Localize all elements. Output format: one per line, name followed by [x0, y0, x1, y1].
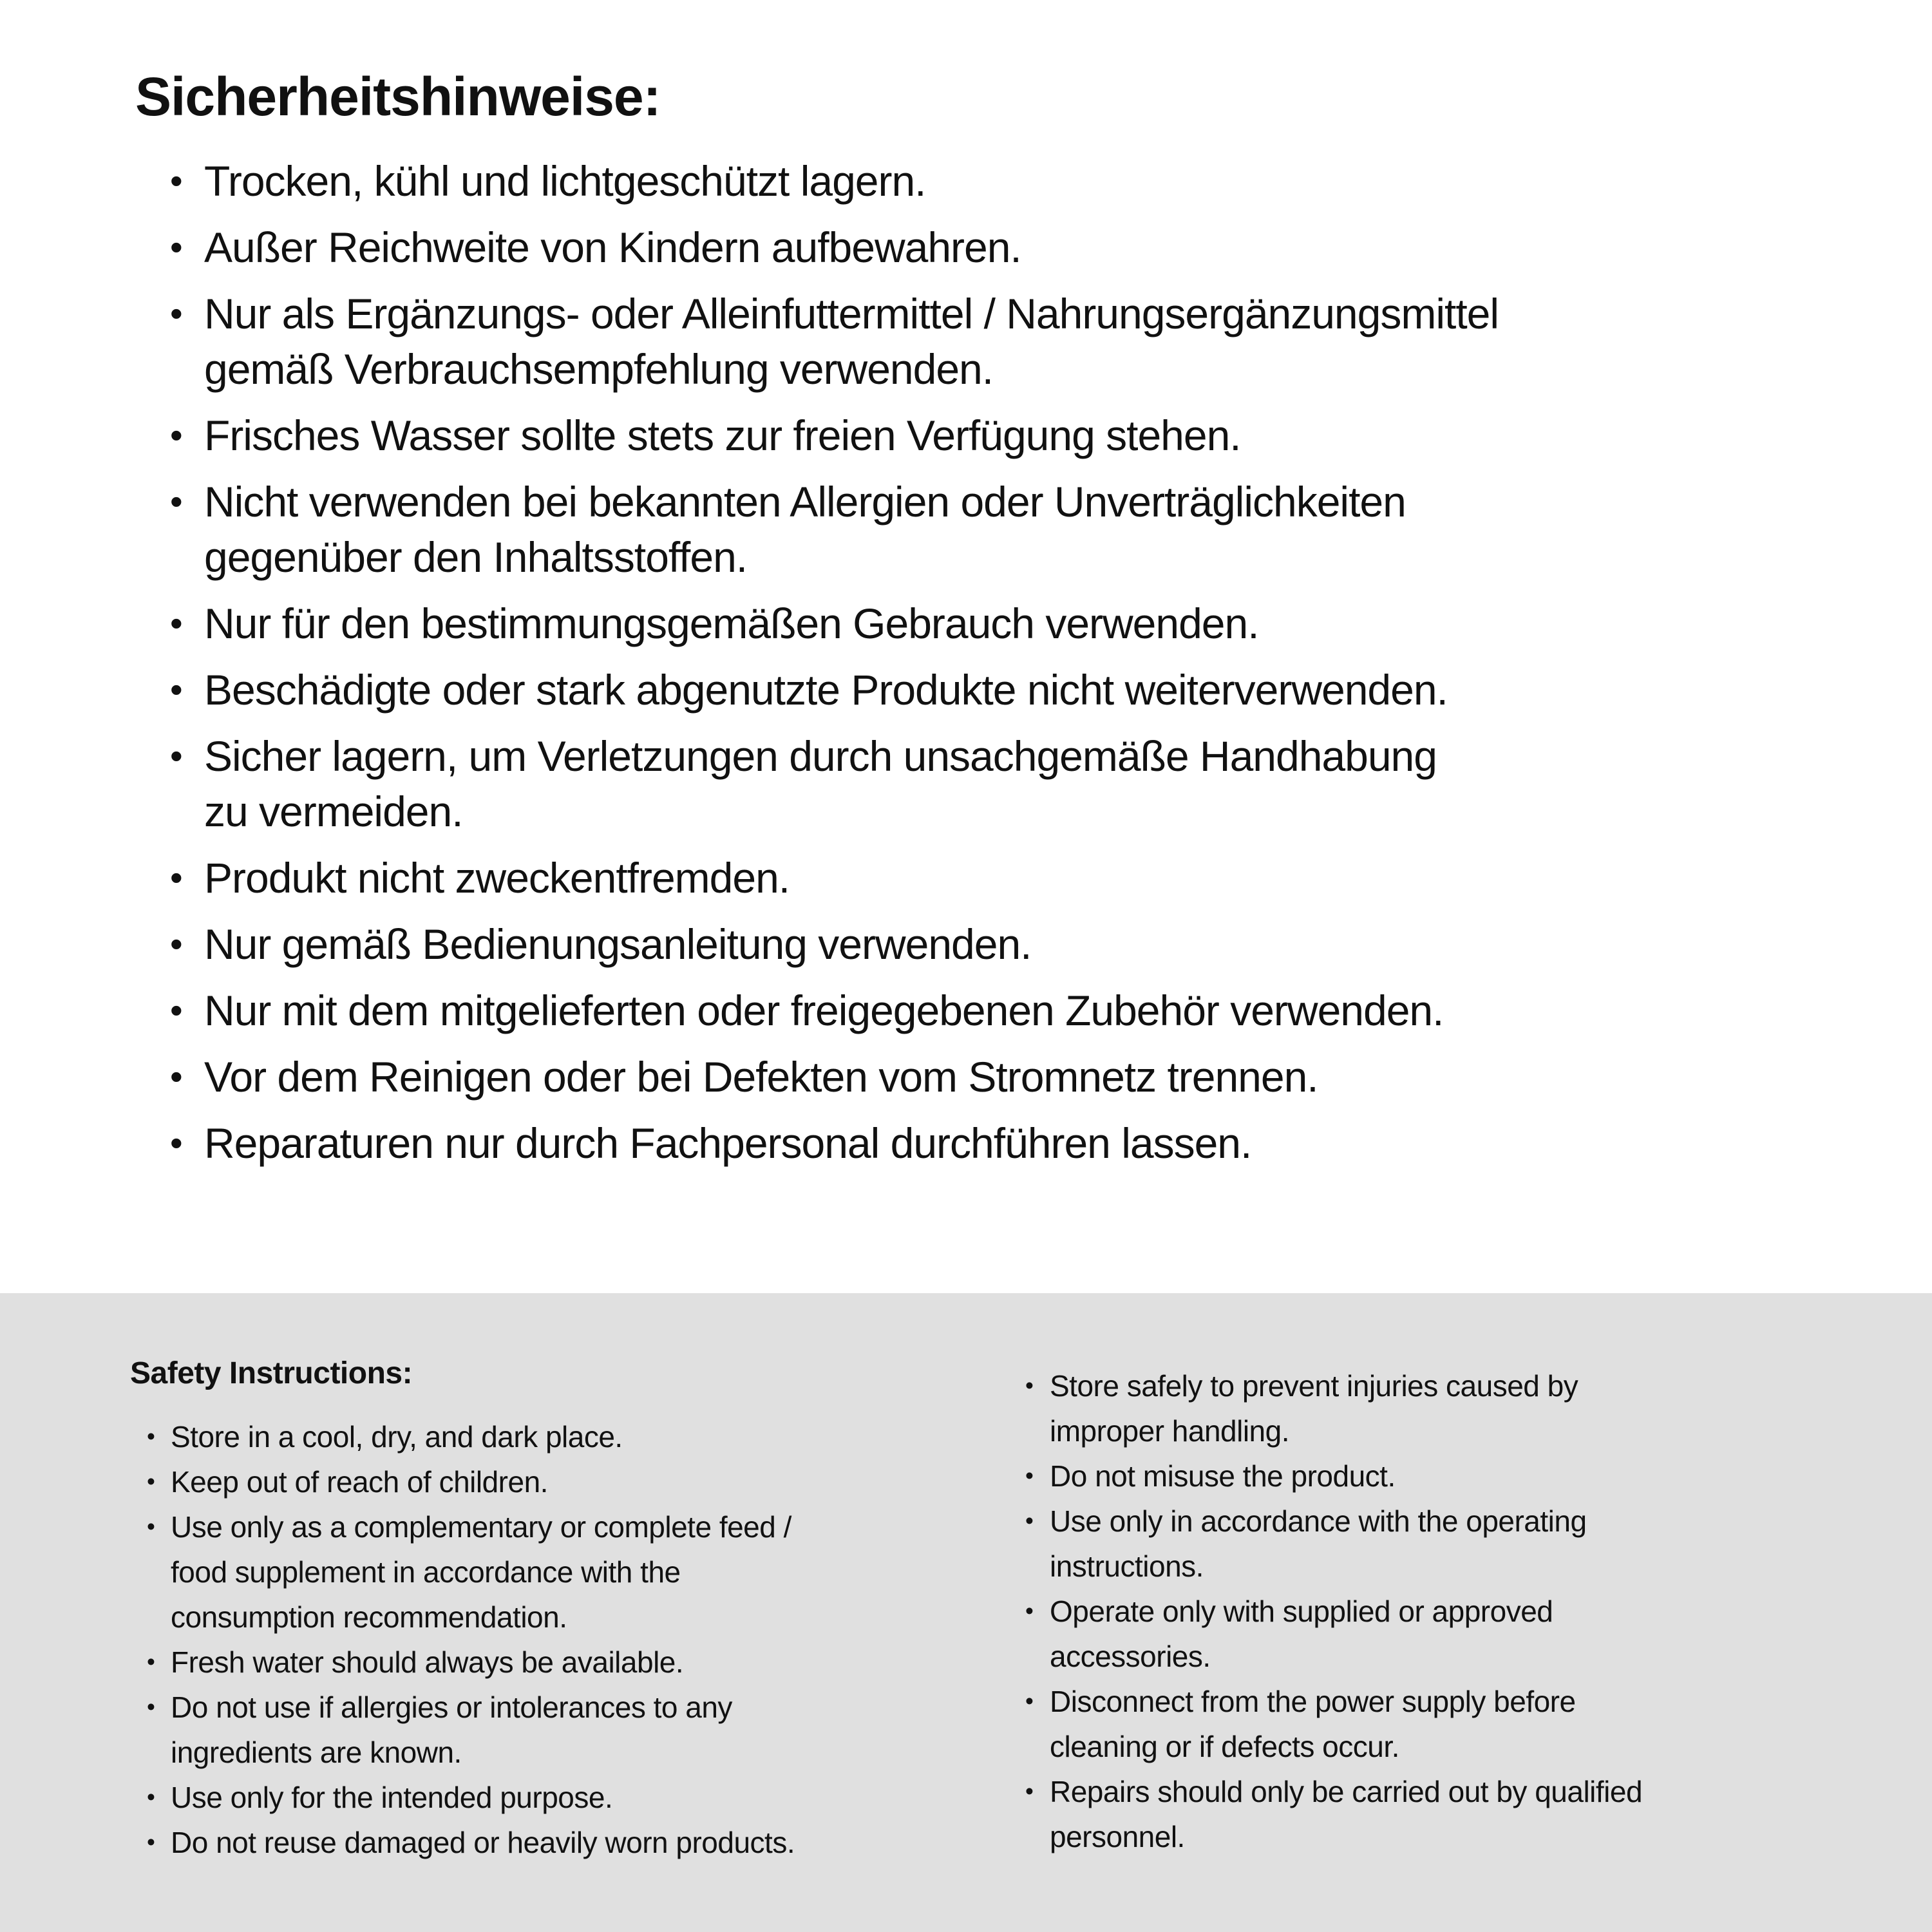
bullet-icon: •	[1025, 1688, 1034, 1714]
bullet-icon: •	[147, 1784, 155, 1810]
bullet-icon: •	[1025, 1463, 1034, 1489]
list-item-line: Operate only with supplied or approved	[1050, 1595, 1553, 1628]
list-item-line: Nur als Ergänzungs- oder Alleinfuttermittel / Nahrungsergänzungsmittel	[204, 290, 1499, 337]
list-item-line: Do not use if allergies or intolerances to any	[171, 1690, 732, 1724]
bullet-icon: •	[170, 923, 182, 964]
bullet-icon: •	[1025, 1372, 1034, 1399]
list-item	[130, 1685, 993, 1775]
list-item-line: Fresh water should always be available.	[171, 1645, 684, 1679]
list-item	[170, 850, 1855, 905]
list-item-line: Frisches Wasser sollte stets zur freien Verfügung stehen.	[204, 412, 1241, 459]
bullet-icon: •	[170, 1122, 182, 1163]
list-item	[170, 153, 1855, 209]
list-item	[170, 474, 1855, 585]
bullet-icon: •	[170, 669, 182, 710]
list-item	[170, 408, 1855, 463]
list-item	[1025, 1363, 1882, 1454]
list-item-line: Disconnect from the power supply before	[1050, 1685, 1576, 1718]
bullet-icon: •	[170, 293, 182, 334]
english-section	[0, 1293, 1932, 1932]
german-heading: Sicherheitshinweise:	[135, 66, 661, 127]
list-item	[170, 916, 1855, 972]
list-item-line: Nur für den bestimmungsgemäßen Gebrauch verwenden.	[204, 600, 1259, 647]
list-item-line: accessories.	[1050, 1640, 1211, 1673]
bullet-icon: •	[170, 735, 182, 776]
bullet-icon: •	[1025, 1778, 1034, 1804]
list-item	[1025, 1769, 1882, 1859]
list-item-line: Nur gemäß Bedienungsanleitung verwenden.	[204, 920, 1032, 968]
list-item-line: Produkt nicht zweckentfremden.	[204, 854, 790, 902]
english-heading: Safety Instructions:	[130, 1356, 413, 1390]
list-item	[170, 983, 1855, 1038]
bullet-icon: •	[147, 1649, 155, 1675]
list-item	[130, 1640, 993, 1685]
bullet-icon: •	[170, 160, 182, 201]
list-item	[170, 596, 1855, 651]
bullet-icon: •	[147, 1423, 155, 1450]
bullet-icon: •	[170, 1056, 182, 1097]
list-item	[1025, 1679, 1882, 1769]
german-safety-list	[170, 153, 1855, 1171]
list-item	[130, 1459, 993, 1504]
bullet-icon: •	[170, 415, 182, 455]
list-item-line: improper handling.	[1050, 1414, 1290, 1448]
list-item	[1025, 1589, 1882, 1679]
list-item	[170, 1115, 1855, 1171]
list-item-line: Use only for the intended purpose.	[171, 1781, 613, 1814]
list-item-line: Use only as a complementary or complete feed /	[171, 1510, 791, 1544]
list-item	[170, 286, 1855, 397]
english-safety-list-right	[1025, 1363, 1882, 1859]
bullet-icon: •	[170, 481, 182, 522]
list-item	[130, 1414, 993, 1459]
list-item	[170, 1049, 1855, 1104]
bullet-icon: •	[147, 1694, 155, 1720]
list-item	[1025, 1499, 1882, 1589]
list-item-line: instructions.	[1050, 1549, 1204, 1583]
english-right-column	[1025, 1358, 1882, 1859]
bullet-icon: •	[170, 857, 182, 898]
bullet-icon: •	[1025, 1508, 1034, 1534]
list-item	[130, 1775, 993, 1820]
list-item-line: Trocken, kühl und lichtgeschützt lagern.	[204, 157, 926, 205]
list-item-line: ingredients are known.	[171, 1736, 462, 1769]
list-item-line: Beschädigte oder stark abgenutzte Produkte nicht weiterverwenden.	[204, 666, 1448, 714]
list-item-line: Use only in accordance with the operating	[1050, 1504, 1587, 1538]
list-item-line: food supplement in accordance with the	[171, 1555, 681, 1589]
english-left-column	[130, 1358, 993, 1865]
list-item	[130, 1504, 993, 1640]
list-item-line: Do not misuse the product.	[1050, 1459, 1396, 1493]
list-item	[170, 728, 1855, 839]
bullet-icon: •	[147, 1468, 155, 1495]
bullet-icon: •	[170, 227, 182, 267]
list-item	[1025, 1454, 1882, 1499]
list-item-line: consumption recommendation.	[171, 1600, 567, 1634]
list-item-line: Nur mit dem mitgelieferten oder freigegebenen Zubehör verwenden.	[204, 987, 1444, 1034]
list-item-line: Repairs should only be carried out by qualified	[1050, 1775, 1643, 1808]
bullet-icon: •	[147, 1513, 155, 1540]
list-item-line: Sicher lagern, um Verletzungen durch unsachgemäße Handhabung	[204, 732, 1437, 780]
list-item	[170, 662, 1855, 717]
list-item-line: Außer Reichweite von Kindern aufbewahren.	[204, 223, 1021, 271]
list-item-line: Vor dem Reinigen oder bei Defekten vom Stromnetz trennen.	[204, 1053, 1318, 1101]
list-item-line: cleaning or if defects occur.	[1050, 1730, 1399, 1763]
list-item-line: Store safely to prevent injuries caused by	[1050, 1369, 1578, 1403]
list-item-line: gemäß Verbrauchsempfehlung verwenden.	[204, 345, 994, 393]
bullet-icon: •	[1025, 1598, 1034, 1624]
bullet-icon: •	[170, 603, 182, 643]
list-item-line: Reparaturen nur durch Fachpersonal durchführen lassen.	[204, 1119, 1252, 1167]
bullet-icon: •	[170, 990, 182, 1030]
bullet-icon: •	[147, 1829, 155, 1855]
list-item-line: Keep out of reach of children.	[171, 1465, 548, 1499]
list-item-line: Nicht verwenden bei bekannten Allergien oder Unverträglichkeiten	[204, 478, 1406, 526]
english-safety-list-left	[130, 1414, 993, 1865]
list-item	[170, 220, 1855, 275]
list-item-line: Do not reuse damaged or heavily worn products.	[171, 1826, 795, 1859]
list-item-line: Store in a cool, dry, and dark place.	[171, 1420, 623, 1454]
list-item	[130, 1820, 993, 1865]
list-item-line: personnel.	[1050, 1820, 1185, 1853]
list-item-line: zu vermeiden.	[204, 788, 463, 835]
list-item-line: gegenüber den Inhaltsstoffen.	[204, 533, 748, 581]
